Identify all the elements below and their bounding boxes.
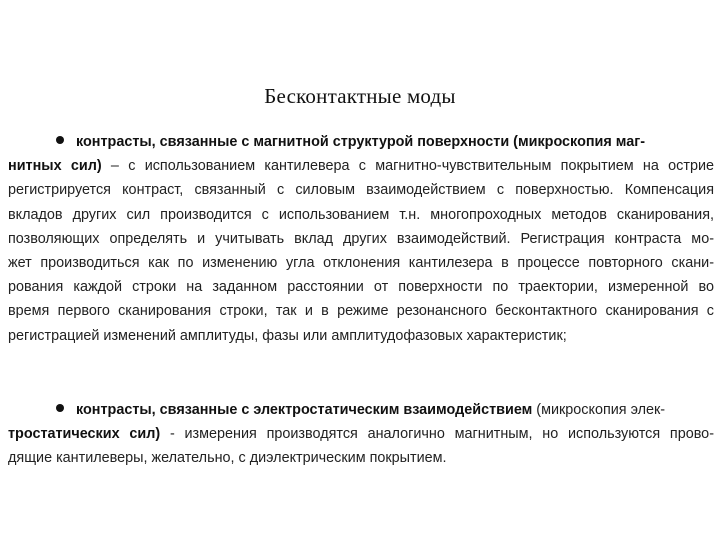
text-line: вкладов других сил производится с использованием т.н. многопроходных методов сканирования, bbox=[8, 206, 714, 223]
text-span: - измерения производятся аналогично магнитным, но используются прово- bbox=[160, 426, 714, 443]
bold-term: контрасты, связанные с электростатическим взаимодействием bbox=[76, 402, 533, 418]
text-line: рования каждой строки на заданном расстоянии от поверхности по траектории, измеренной во bbox=[8, 279, 714, 296]
text-line bbox=[8, 130, 714, 154]
text-line bbox=[8, 422, 714, 446]
text-line: регистрацией изменений амплитуды, фазы или амплитудофазовых характеристик; bbox=[8, 327, 567, 344]
text-span: – с использованием кантилевера с магнитно-чувствительным покрытием на острие bbox=[101, 158, 714, 175]
bold-term: контрасты, связанные с магнитной структурой поверхности (микроскопия маг- bbox=[76, 134, 646, 150]
text-line: время первого сканирования строки, так и в режиме резонансного бесконтактного сканирования с bbox=[8, 303, 714, 320]
bold-term: нитных сил) bbox=[8, 158, 102, 175]
text-line bbox=[8, 398, 714, 422]
text-line: дящие кантилеверы, желательно, с диэлектрическим покрытием. bbox=[8, 450, 447, 467]
text-span: (микроскопия элек- bbox=[532, 402, 666, 418]
text-line bbox=[8, 154, 714, 178]
bullet-paragraph-magnetic bbox=[8, 130, 714, 348]
text-line: регистрируется контраст, связанный с силовым взаимодействием с поверхностью. Компенсация bbox=[8, 182, 714, 199]
bullet-icon bbox=[56, 404, 64, 412]
bullet-paragraph-electrostatic bbox=[8, 398, 714, 471]
bold-term: тростатических сил) bbox=[8, 426, 161, 443]
text-line: позволяющих определять и учитывать вклад других взаимодействий. Регистрация контраста мо- bbox=[8, 230, 714, 247]
bullet-icon bbox=[56, 136, 64, 144]
slide-title: Бесконтактные моды bbox=[264, 84, 456, 108]
text-line: жет производиться как по изменению угла отклонения кантилезера в процессе повторного скани- bbox=[8, 254, 714, 271]
